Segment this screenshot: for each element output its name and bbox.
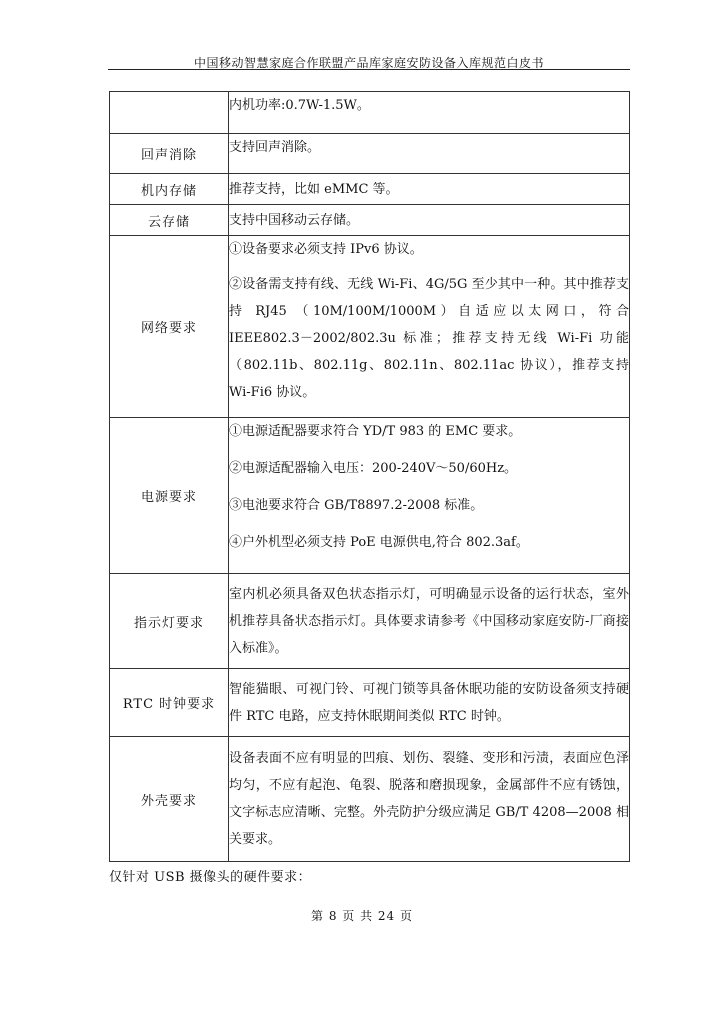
row-content — [229, 574, 630, 669]
content-line: ②设备需支持有线、无线 Wi-Fi、4G/5G 至少其中一种。其中推荐支持 RJ45 （10M/100M/1000M）自适应以太网口，符合 IEEE802.3－2002/802.3u 标准；推荐支持无线 Wi-Fi 功能（802.11b、802.11g、802.11n、802.11ac 协议），推荐支持 Wi-Fi6 协议。 — [229, 277, 629, 400]
row-label: 电源要求 — [110, 418, 229, 574]
table-row — [110, 205, 630, 236]
page-number: 第 8 页 共 24 页 — [311, 909, 413, 923]
row-label: 回声消除 — [110, 134, 229, 174]
content-line: ③电池要求符合 GB/T8897.2-2008 标准。 — [229, 498, 484, 513]
row-label: 机内存储 — [110, 174, 229, 205]
table-row — [110, 134, 630, 174]
content-line: ④户外机型必须支持 PoE 电源供电,符合 802.3af。 — [229, 535, 529, 550]
table-row — [110, 236, 630, 418]
row-content — [229, 669, 630, 737]
table-row — [110, 574, 630, 669]
page-header-title: 中国移动智慧家庭合作联盟产品库家庭安防设备入库规范白皮书 — [193, 56, 544, 70]
row-content — [229, 205, 630, 236]
content-line: 支持回声消除。 — [229, 140, 321, 155]
table-row — [110, 174, 630, 205]
row-content — [229, 418, 630, 574]
row-label: RTC 时钟要求 — [110, 669, 229, 737]
content-line: ①设备要求必须支持 IPv6 协议。 — [229, 242, 423, 257]
spec-table — [109, 91, 630, 862]
content-line: 智能猫眼、可视门铃、可视门锁等具备休眠功能的安防设备须支持硬件 RTC 电路，应支持休眠期间类似 RTC 时钟。 — [229, 681, 629, 724]
row-content — [229, 737, 630, 862]
row-label: 外壳要求 — [110, 737, 229, 862]
content-line: 推荐支持，比如 eMMC 等。 — [229, 181, 399, 197]
table-row — [110, 669, 630, 737]
content-line: ②电源适配器输入电压：200-240V～50/60Hz。 — [229, 461, 518, 476]
row-label: 云存储 — [110, 205, 229, 236]
row-content — [229, 92, 630, 134]
row-content — [229, 236, 630, 418]
row-label: 网络要求 — [110, 236, 229, 418]
table-row — [110, 737, 630, 862]
table-row — [110, 418, 630, 574]
header-divider — [108, 69, 630, 70]
content-line: ①电源适配器要求符合 YD/T 983 的 EMC 要求。 — [229, 424, 522, 439]
section-note: 仅针对 USB 摄像头的硬件要求： — [109, 870, 312, 885]
row-label — [110, 92, 229, 134]
content-line: 内机功率:0.7W-1.5W。 — [229, 98, 370, 113]
row-content — [229, 134, 630, 174]
row-content — [229, 174, 630, 205]
content-line: 设备表面不应有明显的凹痕、划伤、裂缝、变形和污渍，表面应色泽均匀，不应有起泡、龟裂、脱落和磨损现象，金属部件不应有锈蚀，文字标志应清晰、完整。外壳防护分级应满足 GB/T 4208—2008 相关要求。 — [229, 751, 629, 847]
content-line: 支持中国移动云存储。 — [229, 212, 360, 228]
content-line: 室内机必须具备双色状态指示灯，可明确显示设备的运行状态，室外机推荐具备状态指示灯。具体要求请参考《中国移动家庭安防-厂商接入标准》。 — [229, 586, 629, 656]
table-row — [110, 92, 630, 134]
row-label: 指示灯要求 — [110, 574, 229, 669]
